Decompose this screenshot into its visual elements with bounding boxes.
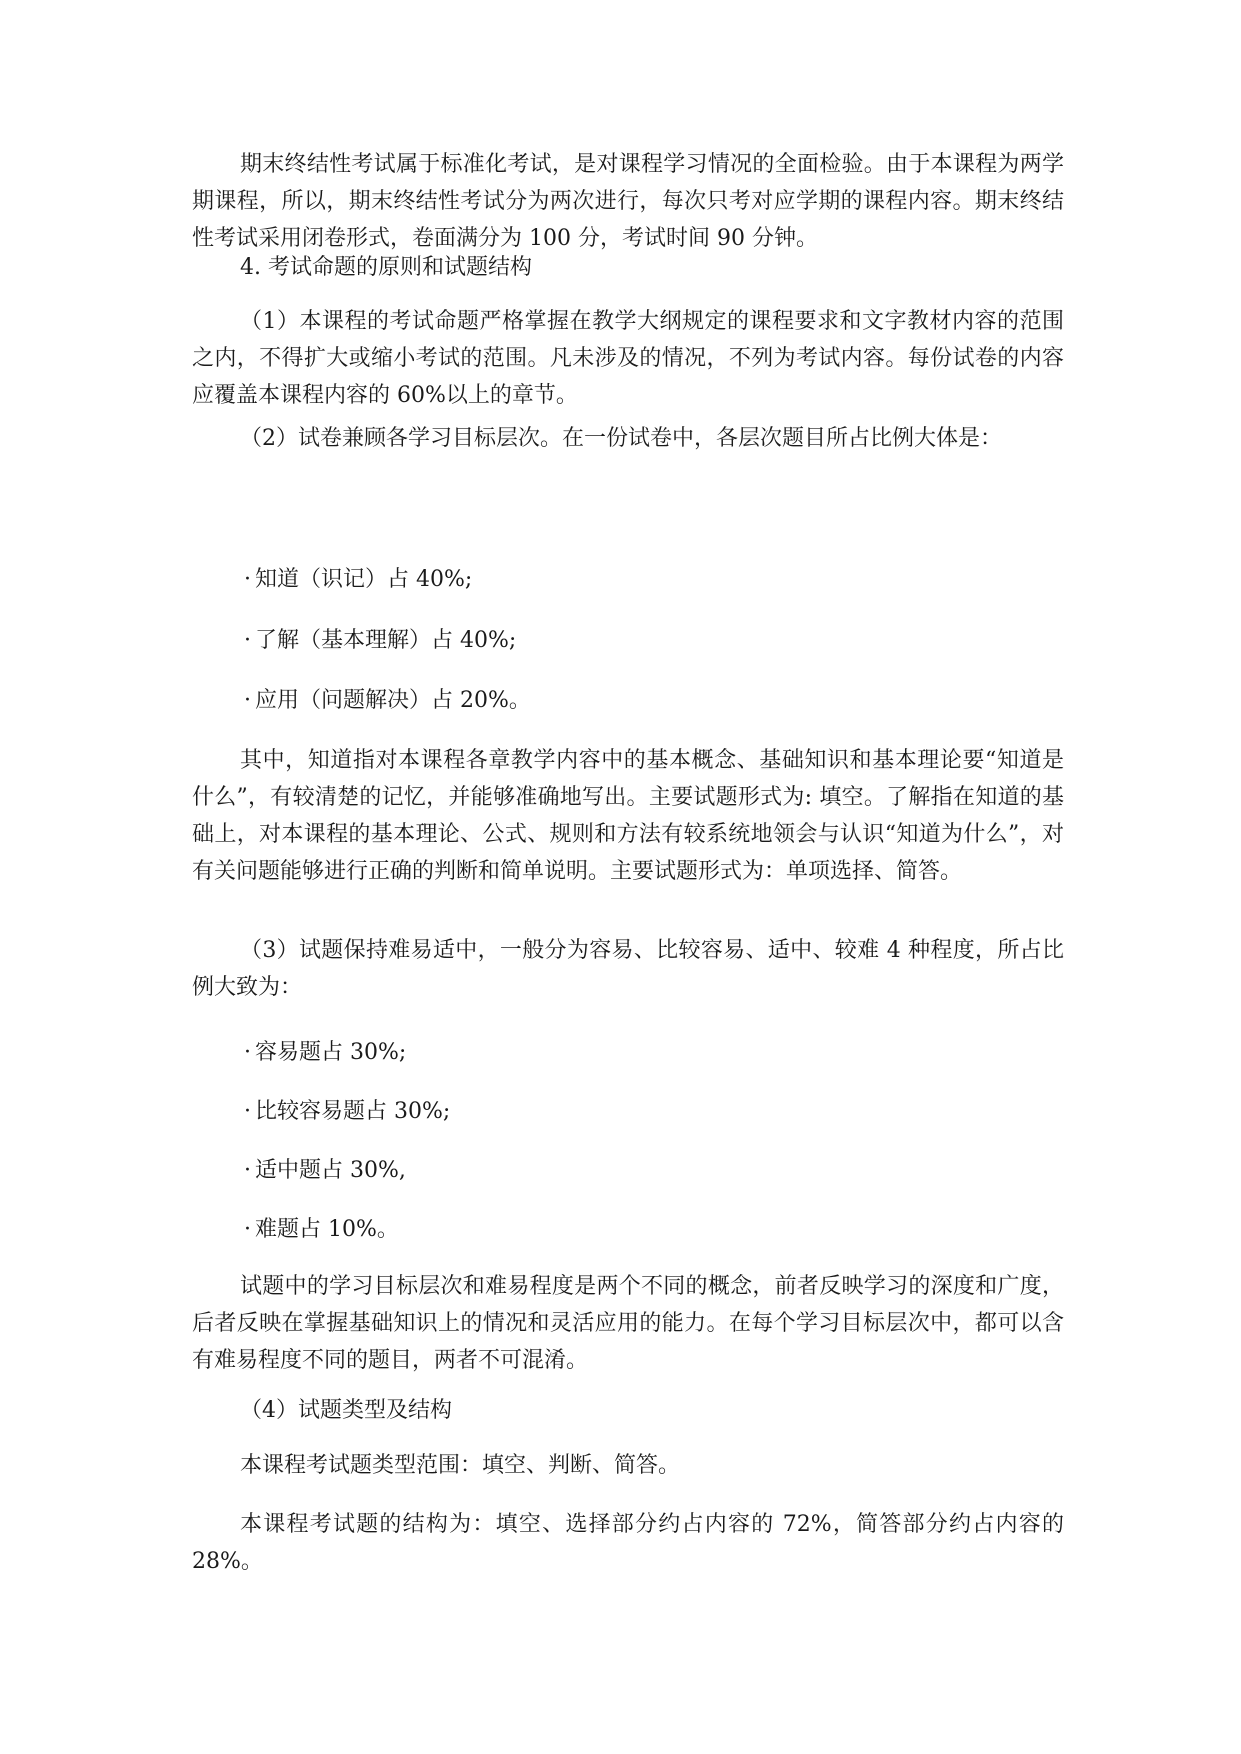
paragraph-levels-vs-difficulty: 试题中的学习目标层次和难易程度是两个不同的概念，前者反映学习的深度和广度，后者反映在掌握基础知识上的情况和灵活应用的能力。在每个学习目标层次中，都可以含有难易程度不同的题目，两者不可混淆。 bbox=[192, 1274, 1064, 1373]
bullet-dot-icon: · bbox=[244, 1040, 251, 1065]
paragraph-question-structure: 本课程考试题的结构为：填空、选择部分约占内容的 72%，简答部分约占内容的 28%。 bbox=[192, 1512, 1064, 1574]
bullet-difficulty-medium bbox=[244, 1152, 1064, 1189]
bullet-dot-icon: · bbox=[244, 628, 251, 653]
bullet-dot-icon: · bbox=[244, 688, 251, 713]
bullet-dot-icon: · bbox=[244, 1099, 251, 1124]
paragraph-item-3: （3）试题保持难易适中，一般分为容易、比较容易、适中、较难 4 种程度，所占比例大致为： bbox=[192, 938, 1064, 1000]
bullet-text: 适中题占 30%, bbox=[255, 1158, 406, 1183]
bullet-level-know bbox=[244, 561, 1064, 598]
bullet-difficulty-hard bbox=[244, 1211, 1064, 1248]
bullet-text: 比较容易题占 30%; bbox=[255, 1099, 451, 1124]
bullet-difficulty-fairly-easy bbox=[244, 1093, 1064, 1130]
bullet-dot-icon: · bbox=[244, 1158, 251, 1183]
bullet-text: 应用（问题解决）占 20%。 bbox=[255, 688, 531, 713]
bullet-text: 知道（识记）占 40%; bbox=[255, 567, 473, 592]
section-heading-4: 4. 考试命题的原则和试题结构 bbox=[240, 255, 532, 280]
bullet-text: 难题占 10%。 bbox=[255, 1217, 399, 1242]
bullet-difficulty-easy bbox=[244, 1034, 1064, 1071]
paragraph-explanation: 其中，知道指对本课程各章教学内容中的基本概念、基础知识和基本理论要“知道是什么”，有较清楚的记忆，并能够准确地写出。主要试题形式为: 填空。了解指在知道的基础上，对本课程的基本理论、公式、规则和方法有较系统地领会与认识“知道为什么”，对有关问题能够进行正确的判断和简单说明。主要试题形式为：单项选择、简答。 bbox=[192, 748, 1064, 884]
paragraph-final-exam: 期末终结性考试属于标准化考试，是对课程学习情况的全面检验。由于本课程为两学期课程，所以，期末终结性考试分为两次进行，每次只考对应学期的课程内容。期末终结性考试采用闭卷形式，卷面满分为 100 分，考试时间 90 分钟。 bbox=[192, 152, 1064, 251]
bullet-dot-icon: · bbox=[244, 567, 251, 592]
paragraph-item-1: （1）本课程的考试命题严格掌握在教学大纲规定的课程要求和文字教材内容的范围之内，不得扩大或缩小考试的范围。凡未涉及的情况，不列为考试内容。每份试卷的内容应覆盖本课程内容的 60%以上的章节。 bbox=[192, 309, 1064, 408]
paragraph-item-2: （2）试卷兼顾各学习目标层次。在一份试卷中，各层次题目所占比例大体是： bbox=[240, 426, 1002, 451]
bullet-text: 容易题占 30%; bbox=[255, 1040, 407, 1065]
bullet-text: 了解（基本理解）占 40%; bbox=[255, 628, 517, 653]
bullet-level-understand bbox=[244, 622, 1064, 659]
bullet-level-apply bbox=[244, 682, 1064, 719]
bullet-dot-icon: · bbox=[244, 1217, 251, 1242]
paragraph-question-types: 本课程考试题类型范围：填空、判断、简答。 bbox=[240, 1453, 681, 1478]
paragraph-item-4: （4）试题类型及结构 bbox=[240, 1398, 452, 1423]
